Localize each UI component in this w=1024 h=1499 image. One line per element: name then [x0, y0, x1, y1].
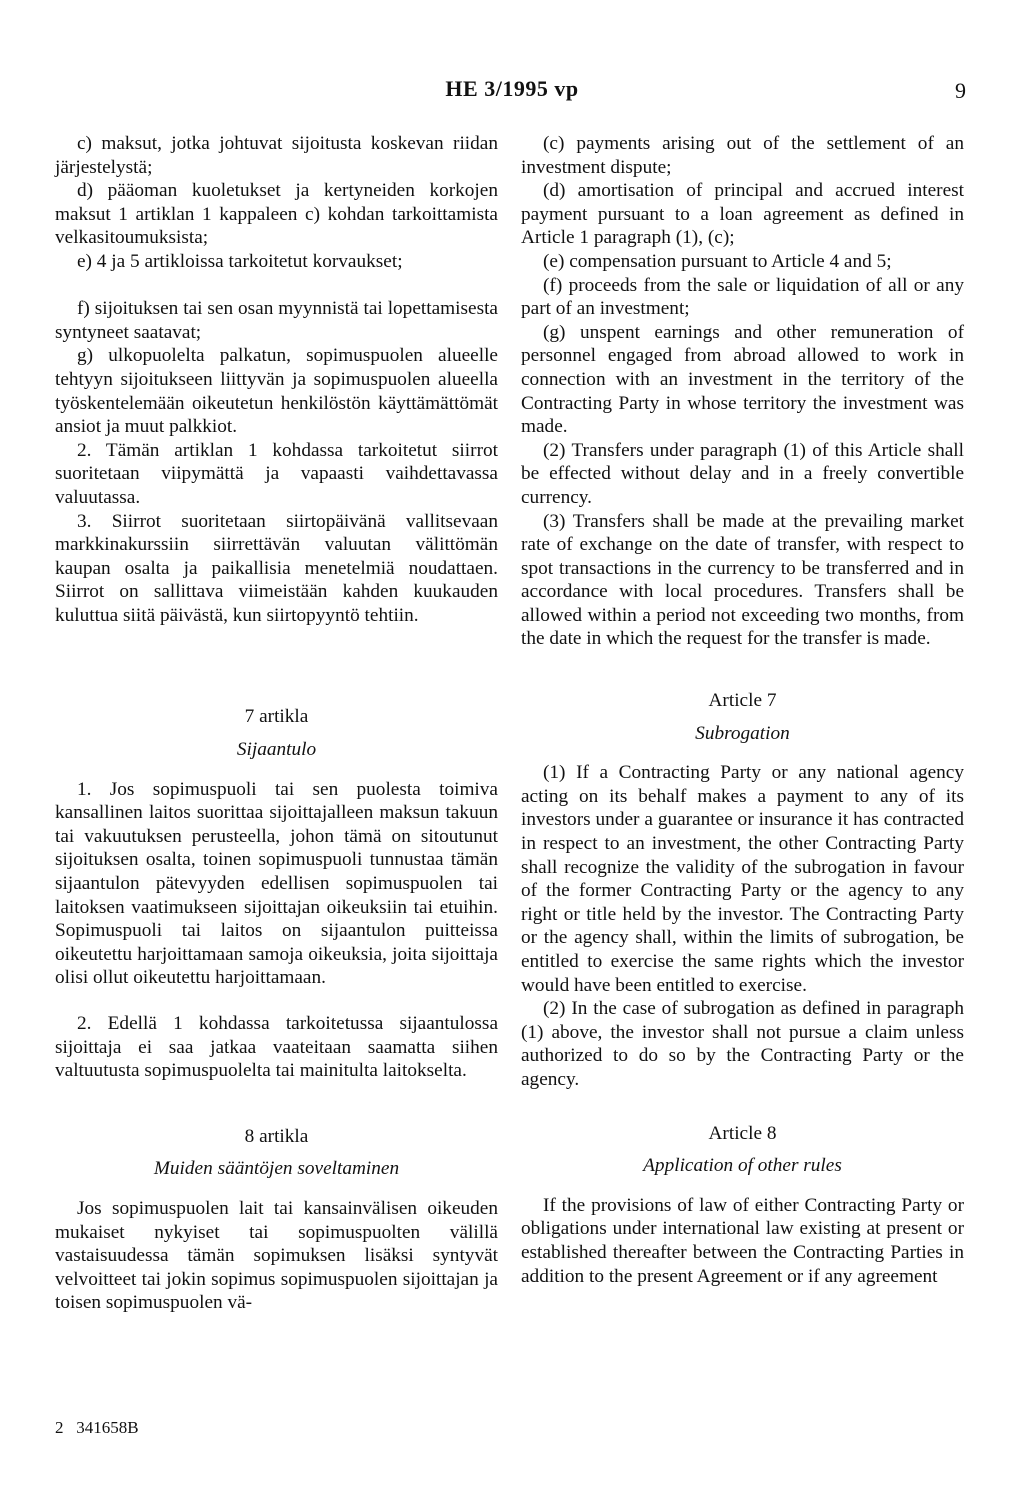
page-number: 9 [955, 78, 966, 103]
en-paragraph-3: (3) Transfers shall be made at the prevailing market rate of exchange on the date of transfer, with respect to spot transactions in the currency to be transferred and in accordance with local procedures. Transfers shall be allowed within a period not exceeding two months, from the date in which the request for the transfer is made. [521, 510, 964, 650]
fi-item-d: d) pääoman kuoletukset ja kertyneiden korkojen maksut 1 artiklan 1 kappaleen c) kohdan tarkoittamista velkasitoumuksista; [55, 180, 498, 249]
en-item-g: (g) unspent earnings and other remuneration of personnel engaged from abroad allowed to work in connection with an investment in the territory of the Contracting Party in whose territory the investment was made. [521, 321, 964, 438]
en-article-8-para-1: If the provisions of law of either Contracting Party or obligations under international law existing at present or established thereafter between the Contracting Parties in addition to the present Agreement or if any agreement [521, 1194, 964, 1287]
en-item-d: (d) amortisation of principal and accrued interest payment pursuant to a loan agreement as defined in Article 1 paragraph (1), (c); [521, 180, 964, 249]
en-article-7-title: Subrogation [695, 722, 790, 744]
en-paragraph-2: (2) Transfers under paragraph (1) of this Article shall be effected without delay and in a freely convertible currency. [521, 439, 964, 508]
fi-paragraph-3: 3. Siirrot suoritetaan siirtopäivänä vallitsevaan markkinakurssiin siirrettävän valuutan välittömän kaupan osalta ja paikallisia menetelmiä noudattaen. Siirrot on sallittava viimeistään kahden kuukauden kuluttua siitä päivästä, kun siirtopyyntö tehtiin. [55, 510, 498, 626]
en-item-f: (f) proceeds from the sale or liquidation of all or any part of an investment; [521, 274, 964, 320]
english-column [521, 132, 964, 1288]
fi-item-c: c) maksut, jotka johtuvat sijoitusta koskevan riidan järjestelystä; [55, 133, 498, 178]
fi-article-7-title: Sijaantulo [236, 739, 317, 761]
fi-article-8-heading: 8 artikla [244, 1125, 309, 1147]
fi-item-g: g) ulkopuolelta palkatun, sopimuspuolen alueelle tehtyyn sijoitukseen liittyvän ja sopimuspuolen alueella työskentelemään oikeutetun henkilöstön käyttämättömät ansiot ja muut palkkiot. [55, 345, 498, 438]
en-item-e: (e) compensation pursuant to Article 4 and 5; [543, 250, 892, 272]
fi-article-7-para-1: 1. Jos sopimuspuoli tai sen puolesta toimiva kansallinen laitos suorittaa sijoittajalleen maksun takuun tai vakuutuksen perusteella, johon tämä on sitoutunut sijoituksen osalta, toinen sopimuspuoli tunnustaa tämän sijaantulon pätevyyden edellisen sopimuspuolen tai laitoksen vaatimukseen sijoittajan oikeuksiin tai etuihin. Sopimuspuoli tai laitos on sijaantulon puitteissa oikeutettu harjoittamaan samoja oikeuksia, joita sijoittaja olisi ollut oikeutettu harjoittamaan. [55, 778, 498, 989]
fi-article-7-para-2: 2. Edellä 1 kohdassa tarkoitetussa sijaantulossa sijoittaja ei saa jatkaa vaateitaan saamatta siihen valtuutusta sopimuspuolelta tai mainitulta laitokselta. [55, 1013, 498, 1082]
fi-article-8-para-1: Jos sopimuspuolen lait tai kansainvälisen oikeuden mukaiset nykyiset tai sopimuspuolten välillä vastaisuudessa tämän sopimuksen lisäksi syntyvät velvoitteet tai jokin sopimus sopimuspuolen sijoittajan ja toisen sopimuspuolen vä- [55, 1197, 498, 1314]
en-item-c: (c) payments arising out of the settlement of an investment dispute; [521, 133, 964, 178]
fi-item-e: e) 4 ja 5 artikloissa tarkoitetut korvaukset; [77, 250, 403, 272]
en-article-8-title: Application of other rules [643, 1155, 842, 1177]
en-article-8-heading: Article 8 [708, 1122, 777, 1144]
fi-paragraph-2: 2. Tämän artiklan 1 kohdassa tarkoitetut siirrot suoritetaan viipymättä ja vapaasti vaihdettavassa valuutassa. [55, 439, 498, 508]
document-header-title: HE 3/1995 vp [445, 76, 579, 101]
fi-article-8-title: Muiden sääntöjen soveltaminen [153, 1158, 400, 1180]
fi-item-f: f) sijoituksen tai sen osan myynnistä tai lopettamisesta syntyneet saatavat; [55, 298, 498, 343]
fi-article-7-heading: 7 artikla [244, 706, 309, 728]
en-article-7-heading: Article 7 [708, 690, 777, 712]
footer-print-code: 2 341658B [55, 1418, 139, 1437]
en-article-7-para-1: (1) If a Contracting Party or any national agency acting on its behalf makes a payment to any of its investors under a guarantee or insurance it has contracted in respect to an investment, the other Contracting Party shall recognize the validity of the subrogation in favour of the former Contracting Party or the agency to any right or title held by the investor. The Contracting Party or the agency shall, within the limits of subrogation, be entitled to exercise the same rights which the investor would have been entitled to exercise. [521, 762, 964, 996]
en-article-7-para-2: (2) In the case of subrogation as defined in paragraph (1) above, the investor shall not pursue a claim unless authorized to do so by the Contracting Party or the agency. [521, 998, 964, 1090]
finnish-column [55, 132, 498, 1315]
